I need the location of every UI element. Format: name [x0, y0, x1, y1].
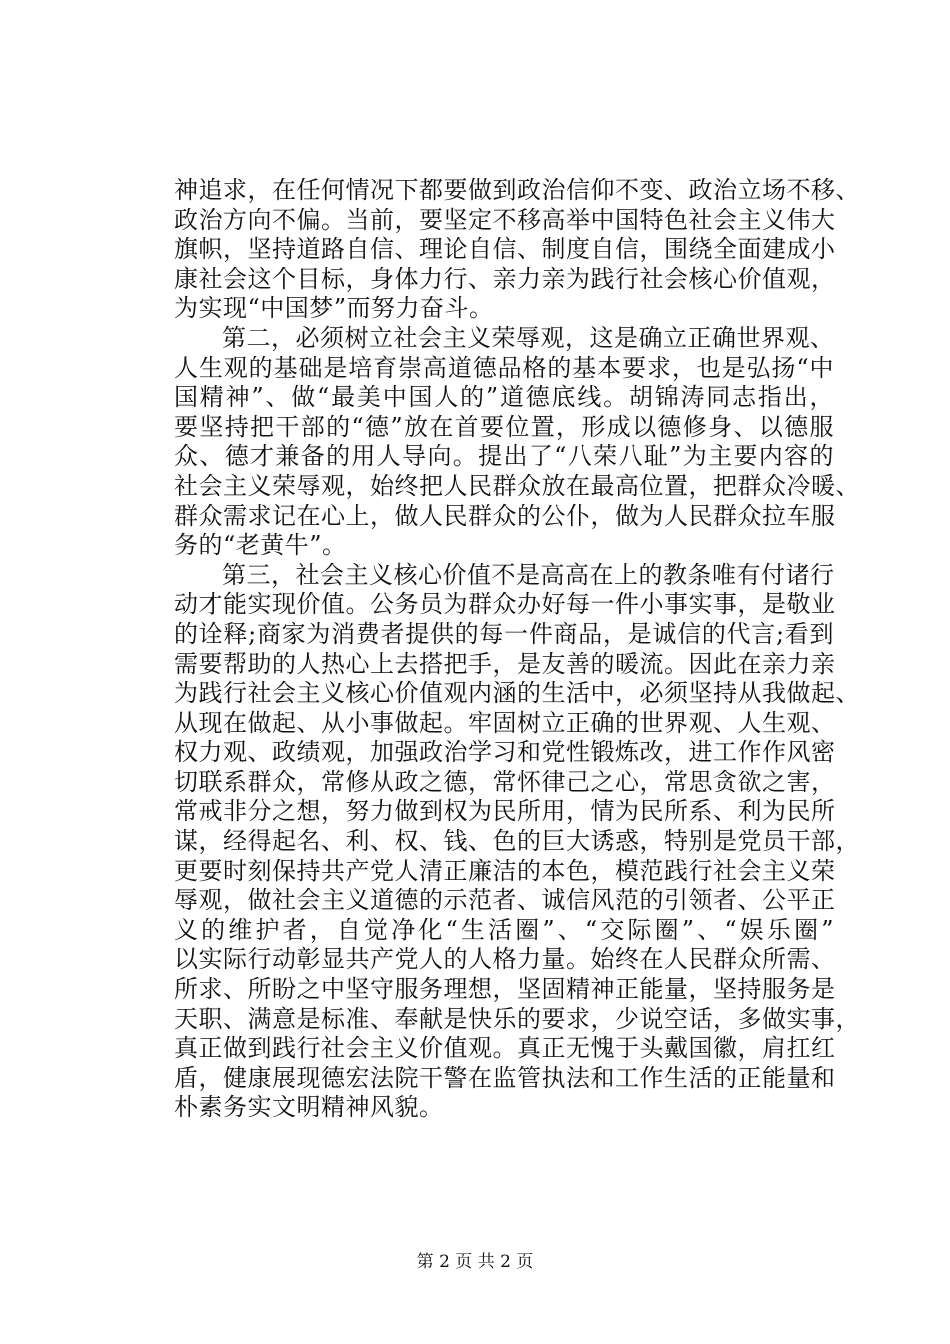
- paragraph-3: [174, 560, 860, 1123]
- text-line: 所求、所盼之中坚守服务理想，坚固精神正能量，坚持服务是: [174, 975, 836, 1004]
- paragraph-2: [174, 323, 860, 561]
- text-line: 真正做到践行社会主义价值观。真正无愧于头戴国徽，肩扛红: [174, 1034, 836, 1063]
- document-body: [174, 176, 860, 1123]
- text-line: 需要帮助的人热心上去搭把手，是友善的暖流。因此在亲力亲: [174, 649, 836, 678]
- text-line: 政治方向不偏。当前，要坚定不移高举中国特色社会主义伟大: [174, 205, 836, 234]
- text-line: 从现在做起、从小事做起。牢固树立正确的世界观、人生观、: [174, 708, 836, 737]
- text-line: 盾，健康展现德宏法院干警在监管执法和工作生活的正能量和: [174, 1063, 836, 1092]
- page-number-footer: 第 2 页 共 2 页: [416, 1252, 534, 1272]
- text-line: 人生观的基础是培育崇高道德品格的基本要求，也是弘扬“中: [174, 353, 834, 382]
- text-line: 旗帜，坚持道路自信、理论自信、制度自信，围绕全面建成小: [174, 235, 836, 264]
- text-line: 务的“老黄牛”。: [174, 531, 347, 560]
- paragraph-1: [174, 176, 860, 324]
- text-line: 权力观、政绩观，加强政治学习和党性锻炼改，进工作作风密: [174, 738, 836, 767]
- text-line: 的诠释;商家为消费者提供的每一件商品，是诚信的代言;看到: [174, 619, 834, 648]
- text-line: 第二，必须树立社会主义荣辱观，这是确立正确世界观、: [222, 323, 835, 352]
- text-line: 义的维护者，自觉净化“生活圈”、“交际圈”、“娱乐圈”: [174, 915, 834, 944]
- text-line: 要坚持把干部的“德”放在首要位置，形成以德修身、以德服: [174, 412, 834, 441]
- text-line: 第三，社会主义核心价值不是高高在上的教条唯有付诸行: [222, 560, 835, 589]
- text-line: 为实现“中国梦”而努力奋斗。: [174, 294, 494, 323]
- text-line: 更要时刻保持共产党人清正廉洁的本色，模范践行社会主义荣: [174, 856, 836, 885]
- text-line: 群众需求记在心上，做人民群众的公仆，做为人民群众拉车服: [174, 501, 836, 530]
- text-line: 动才能实现价值。公务员为群众办好每一件小事实事，是敬业: [174, 590, 836, 619]
- text-line: 众、德才兼备的用人导向。提出了“八荣八耻”为主要内容的: [174, 442, 834, 471]
- text-line: 为践行社会主义核心价值观内涵的生活中，必须坚持从我做起、: [174, 679, 860, 708]
- text-line: 天职、满意是标准、奉献是快乐的要求，少说空话，多做实事，: [174, 1004, 860, 1033]
- text-line: 辱观，做社会主义道德的示范者、诚信风范的引领者、公平正: [174, 886, 836, 915]
- text-line: 朴素务实文明精神风貌。: [174, 1093, 444, 1122]
- text-line: 谋，经得起名、利、权、钱、色的巨大诱惑，特别是党员干部，: [174, 827, 860, 856]
- text-line: 神追求，在任何情况下都要做到政治信仰不变、政治立场不移、: [174, 176, 860, 204]
- text-line: 常戒非分之想，努力做到权为民所用，情为民所系、利为民所: [174, 797, 836, 826]
- text-line: 康社会这个目标，身体力行、亲力亲为践行社会核心价值观，: [174, 264, 836, 293]
- text-line: 切联系群众，常修从政之德，常怀律己之心，常思贪欲之害，: [174, 767, 836, 796]
- text-line: 以实际行动彰显共产党人的人格力量。始终在人民群众所需、: [174, 945, 836, 974]
- text-line: 国精神”、做“最美中国人的”道德底线。胡锦涛同志指出，: [174, 383, 834, 412]
- text-line: 社会主义荣辱观，始终把人民群众放在最高位置，把群众冷暖、: [174, 471, 860, 500]
